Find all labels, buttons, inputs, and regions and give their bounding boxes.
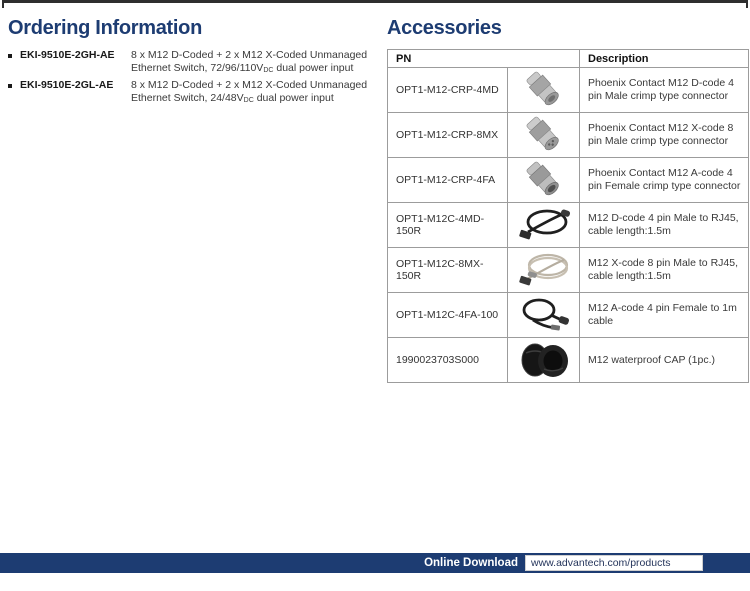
- top-divider-tick-right: [746, 0, 748, 8]
- product-photo-cell: [508, 338, 580, 383]
- download-url-box[interactable]: [525, 555, 703, 571]
- download-url-text[interactable]: www.advantech.com/products: [531, 557, 671, 569]
- product-photo-cell: [508, 113, 580, 158]
- description-cell: M12 A-code 4 pin Female to 1m cable: [580, 293, 749, 338]
- m12-to-rj45-black-cable-photo: [515, 205, 573, 245]
- pn-cell: OPT1-M12C-8MX-150R: [388, 248, 508, 293]
- online-download-bar: [0, 553, 750, 573]
- model-description: [131, 49, 376, 77]
- accessories-title: Accessories: [387, 17, 502, 39]
- product-photo-cell: [508, 293, 580, 338]
- bullet-icon: [8, 54, 12, 58]
- accessories-table: [387, 49, 749, 383]
- bullet-icon: [8, 84, 12, 88]
- dc-subscript: DC: [243, 97, 254, 104]
- pn-cell: OPT1-M12-CRP-4MD: [388, 68, 508, 113]
- table-header-row: [388, 50, 749, 68]
- dc-subscript: DC: [263, 67, 274, 74]
- table-row: [388, 113, 749, 158]
- table-row: [388, 203, 749, 248]
- pn-cell: OPT1-M12C-4MD-150R: [388, 203, 508, 248]
- model-description-tail: dual power input: [253, 92, 334, 104]
- pn-column-header: PN: [388, 50, 580, 68]
- online-download-label: Online Download: [424, 557, 518, 569]
- table-row: [388, 248, 749, 293]
- list-item: [8, 49, 376, 77]
- model-description-tail: dual power input: [273, 62, 354, 74]
- accessories-section: [387, 17, 748, 383]
- ordering-information-title: Ordering Information: [8, 17, 203, 39]
- description-cell: M12 waterproof CAP (1pc.): [580, 338, 749, 383]
- description-cell: Phoenix Contact M12 X-code 8 pin Male crimp type connector: [580, 113, 749, 158]
- pn-cell: OPT1-M12-CRP-8MX: [388, 113, 508, 158]
- description-cell: M12 X-code 8 pin Male to RJ45, cable length:1.5m: [580, 248, 749, 293]
- model-description-text: 8 x M12 D-Coded + 2 x M12 X-Coded Unmanaged Ethernet Switch, 72/96/110V: [131, 49, 368, 74]
- product-photo-cell: [508, 203, 580, 248]
- top-divider-tick-left: [2, 0, 4, 8]
- list-item: [8, 79, 376, 107]
- model-number: EKI-9510E-2GH-AE: [20, 49, 115, 61]
- description-cell: Phoenix Contact M12 A-code 4 pin Female crimp type connector: [580, 158, 749, 203]
- table-row: [388, 68, 749, 113]
- product-photo-cell: [508, 68, 580, 113]
- table-row: [388, 338, 749, 383]
- m12-a-code-female-connector-photo: [521, 159, 567, 201]
- product-photo-cell: [508, 158, 580, 203]
- m12-female-cable-photo: [515, 295, 573, 335]
- model-description: [131, 79, 376, 107]
- ordering-list: [8, 49, 376, 107]
- description-cell: Phoenix Contact M12 D-code 4 pin Male crimp type connector: [580, 68, 749, 113]
- pn-cell: OPT1-M12C-4FA-100: [388, 293, 508, 338]
- ordering-information-section: [8, 17, 376, 109]
- model-description-text: 8 x M12 D-Coded + 2 x M12 X-Coded Unmanaged Ethernet Switch, 24/48V: [131, 79, 368, 104]
- pn-cell: 1990023703S000: [388, 338, 508, 383]
- m12-d-code-male-connector-photo: [521, 69, 567, 111]
- pn-cell: OPT1-M12-CRP-4FA: [388, 158, 508, 203]
- table-row: [388, 158, 749, 203]
- description-column-header: Description: [580, 50, 749, 68]
- top-divider-rule: [2, 0, 748, 3]
- m12-x-code-male-connector-photo: [521, 114, 567, 156]
- model-number: EKI-9510E-2GL-AE: [20, 79, 114, 91]
- m12-to-rj45-gray-cable-photo: [515, 250, 573, 290]
- table-row: [388, 293, 749, 338]
- description-cell: M12 D-code 4 pin Male to RJ45, cable length:1.5m: [580, 203, 749, 248]
- m12-waterproof-caps-photo: [518, 339, 570, 381]
- product-photo-cell: [508, 248, 580, 293]
